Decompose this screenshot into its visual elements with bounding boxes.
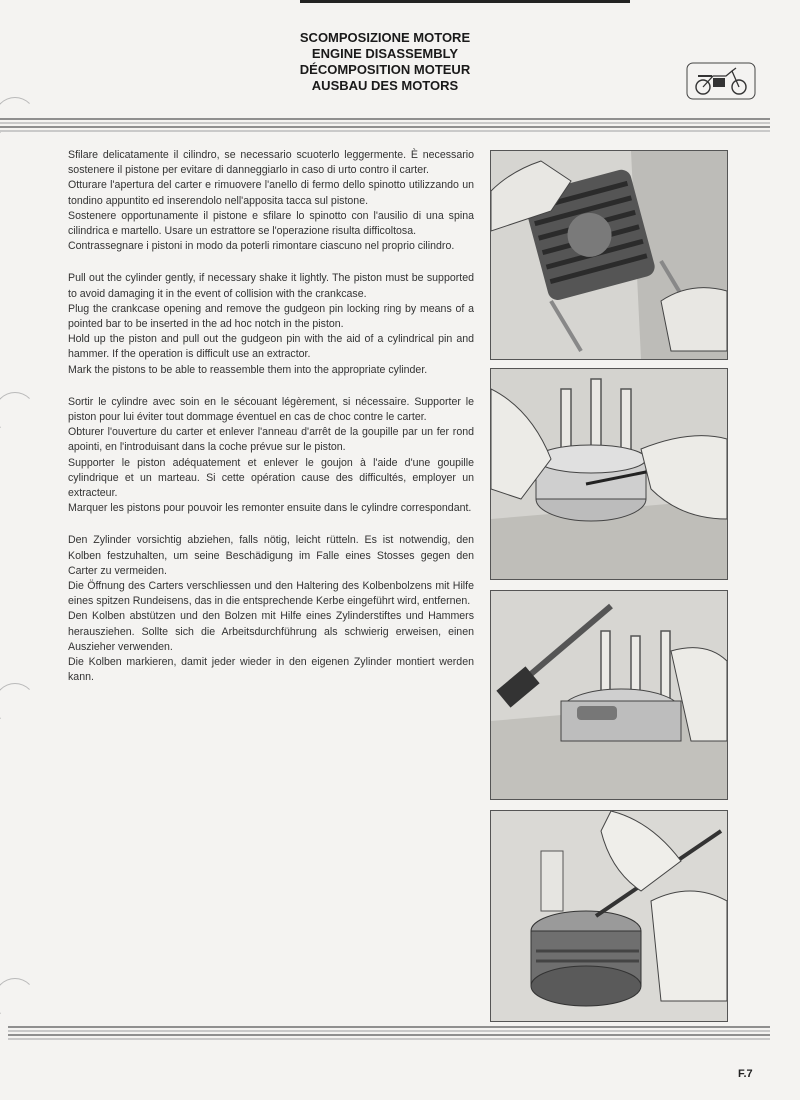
gudgeon-pin-hammer-photo (490, 590, 728, 800)
binder-hole (0, 978, 36, 1020)
title-french: DÉCOMPOSITION MOTEUR (299, 62, 471, 77)
cylinder-removal-photo (490, 150, 728, 360)
title-german: AUSBAU DES MOTORS (311, 78, 459, 93)
top-edge-mark (300, 0, 630, 3)
page-number: F.7 (738, 1068, 753, 1080)
instructions-column (68, 148, 474, 703)
section-french: Sortir le cylindre avec soin en le sécouant légèrement, si nécessaire. Supporter le piston pour lui éviter tout dommage éventuel en cas de choc contre le carter. Obturer l'ouverture du carter et enlever l'anneau d'arrêt de la goupille par un fer rond apointi, en l'introduisant dans la coche prévue sur le piston. Supporter le piston adéquatement et enlever le goujon à l'aide d'une goupille cylindrique et un marteau. Si cette opération cause des difficultés, employer un extracteur. Marquer les pistons pour pouvoir les remonter ensuite dans le cylindre correspondant. (68, 395, 474, 515)
title-english: ENGINE DISASSEMBLY (311, 46, 459, 61)
piston-marking-photo (490, 810, 728, 1022)
footer-divider (8, 1026, 770, 1042)
section-german: Den Zylinder vorsichtig abziehen, falls nötig, leicht rütteln. Es ist notwendig, den Kolben festzuhalten, um seine Beschädigung im Falle eines Stosses gegen den Carter zu vermeiden. Die Öffnung des Carters verschliessen und den Haltering des Kolbenbolzens mit Hilfe eines spitzen Rundeisens, das in die entsprechende Kerbe eingeführt wird, entfernen. Den Kolben abstützen und den Bolzen mit Hilfe eines Zylinderstiftes und Hammers herausziehen. Sollte sich die Arbeitsdurchführung als schwierig erweisen, einen Auszieher verwenden. Die Kolben markieren, damit jeder wieder in den eigenen Zylinder montiert werden kann. (68, 534, 474, 684)
binder-hole (0, 683, 36, 725)
locking-ring-removal-photo (490, 368, 728, 580)
page-title (260, 30, 510, 94)
section-english: Pull out the cylinder gently, if necessary shake it lightly. The piston must be supported to avoid damaging it in the event of collision with the crankcase. Plug the crankcase opening and remove the gudgeon pin locking ring by means of a pointed bar to be inserted in the ad hoc notch in the piston. Hold up the piston and pull out the gudgeon pin with the aid of a cylindrical pin and hammer. If the operation is difficult use an extractor. Mark the pistons to be able to reassemble them into the appropriate cylinder. (68, 272, 474, 376)
title-italian: SCOMPOSIZIONE MOTORE (299, 30, 471, 45)
header-divider (0, 118, 770, 134)
motorcycle-icon (686, 62, 756, 100)
binder-hole (0, 392, 36, 434)
section-italian: Sfilare delicatamente il cilindro, se necessario scuoterlo leggermente. È necessario sostenere il pistone per evitare di danneggiarlo in caso di urto contro il carter. Otturare l'apertura del carter e rimuovere l'anello di fermo dello spinotto utilizzando un tondino appuntito ed inserendolo nell'apposita tacca sul pistone. Sostenere opportunamente il pistone e sfilare lo spinotto con l'ausilio di una spina cilindrica e martello. Usare un estrattore se l'operazione risulta difficoltosa. Contrassegnare i pistoni in modo da poterli rimontare ciascuno nel proprio cilindro. (68, 149, 474, 253)
